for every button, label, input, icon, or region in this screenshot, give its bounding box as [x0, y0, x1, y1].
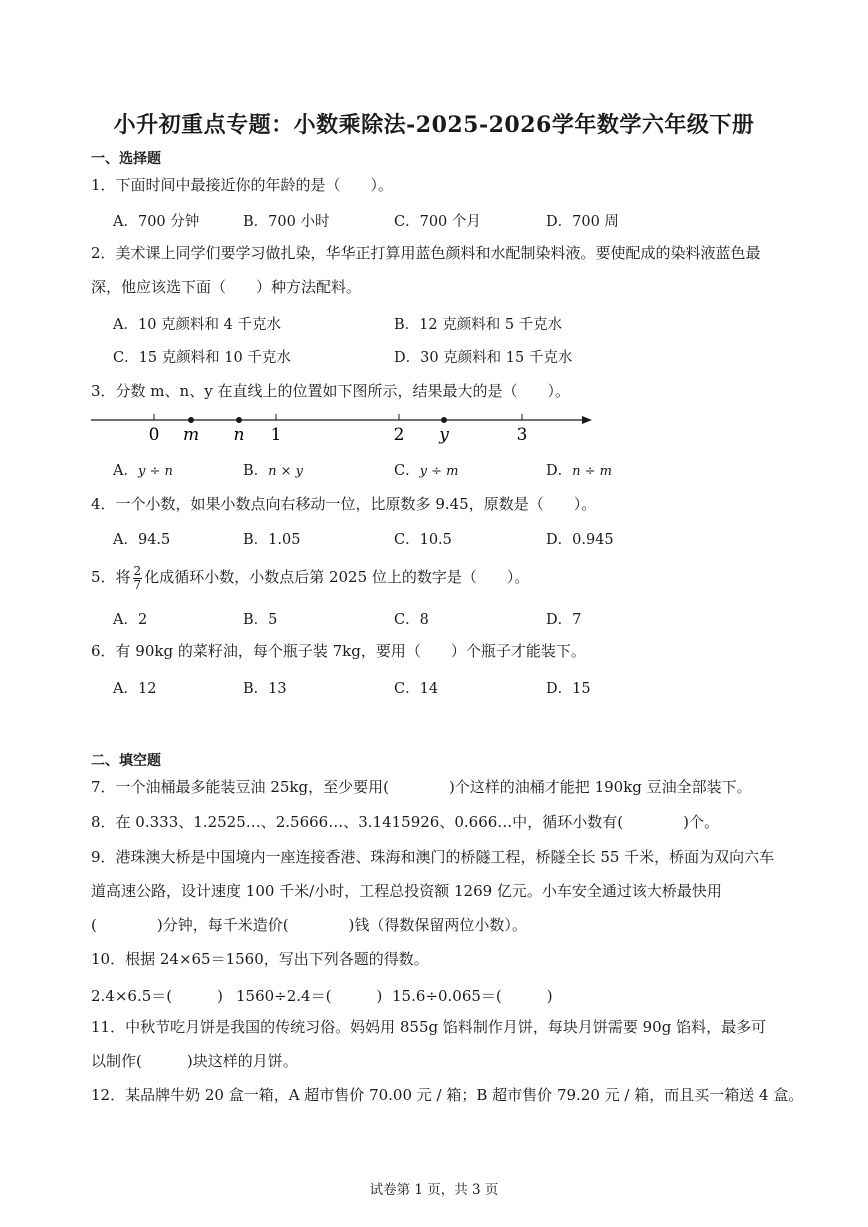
question-5 — [91, 560, 791, 594]
page-title: 小升初重点专题：小数乘除法-2025-2026学年数学六年级下册 — [113, 112, 755, 138]
number-line-figure — [88, 405, 598, 447]
tick-label-3: 3 — [516, 425, 528, 445]
q2-option-a: A．10 克颜料和 4 千克水 — [113, 317, 281, 333]
fraction-denominator: 7 — [133, 577, 142, 592]
page-footer: 试卷第 1 页，共 3 页 — [369, 1182, 499, 1198]
section-heading-fill: 二、填空题 — [91, 753, 161, 769]
question-12: 12．某品牌牛奶 20 盒一箱，A 超市售价 70.00 元 / 箱；B 超市售价 79.20 元 / 箱，而且买一箱送 4 盒。 — [91, 1086, 804, 1104]
option-expression: y ÷ n — [137, 464, 173, 479]
q1-option-c: C．700 个月 — [394, 214, 481, 230]
q1-option-d: D．700 周 — [546, 214, 619, 230]
point-y — [441, 417, 447, 423]
q5-option-d: D．7 — [546, 612, 582, 628]
q5-option-a: A．2 — [113, 612, 148, 628]
q3-option-b — [243, 459, 303, 480]
point-label-n: n — [233, 425, 245, 445]
q5-suffix: 化成循环小数，小数点后第 2025 位上的数字是（ ）。 — [144, 568, 530, 586]
q3-option-d — [546, 459, 612, 480]
section-heading-choice: 一、选择题 — [91, 151, 161, 167]
question-1: 1．下面时间中最接近你的年龄的是（ ）。 — [91, 176, 394, 194]
question-9: 9．港珠澳大桥是中国境内一座连接香港、珠海和澳门的桥隧工程，桥隧全长 55 千米，桥面为双向六车道高速公路，设计速度 100 千米/小时，工程总投资额 1269 亿元。小车安全通过该大桥最快用( )分钟，每千米造价( )钱（得数保留两位小数）。 — [91, 848, 775, 934]
question-10: 10．根据 24×65＝1560，写出下列各题的得数。 — [91, 950, 429, 968]
option-letter: A． — [113, 463, 138, 479]
point-label-y: y — [439, 425, 449, 445]
q5-option-c: C．8 — [394, 612, 429, 628]
option-letter: D． — [546, 463, 573, 479]
q10-item-2: 1560÷2.4＝( ) — [236, 987, 383, 1005]
q4-option-a: A．94.5 — [113, 532, 171, 548]
q4-option-c: C．10.5 — [394, 532, 452, 548]
point-m — [188, 417, 194, 423]
question-11: 11．中秋节吃月饼是我国的传统习俗。妈妈用 855g 馅料制作月饼，每块月饼需要 90g 馅料，最多可以制作( )块这样的月饼。 — [91, 1018, 767, 1070]
q6-option-d: D．15 — [546, 681, 591, 697]
question-4: 4．一个小数，如果小数点向右移动一位，比原数多 9.45，原数是（ ）。 — [91, 495, 597, 513]
option-letter: C． — [394, 463, 420, 479]
option-expression: n ÷ m — [572, 464, 612, 479]
q5-prefix: 5．将 — [91, 568, 131, 586]
q2-option-c: C．15 克颜料和 10 千克水 — [113, 350, 291, 366]
q1-option-b: B．700 小时 — [243, 214, 330, 230]
tick-label-1: 1 — [270, 425, 282, 445]
q6-option-b: B．13 — [243, 681, 287, 697]
q4-option-d: D．0.945 — [546, 532, 614, 548]
q2-option-b: B．12 克颜料和 5 千克水 — [394, 317, 563, 333]
fraction-numerator: 2 — [133, 563, 142, 578]
question-6: 6．有 90kg 的菜籽油，每个瓶子装 7kg，要用（ ）个瓶子才能装下。 — [91, 642, 586, 660]
q6-option-c: C．14 — [394, 681, 439, 697]
q1-option-a: A．700 分钟 — [113, 214, 200, 230]
question-2: 2．美术课上同学们要学习做扎染，华华正打算用蓝色颜料和水配制染料液。要使配成的染料液蓝色最深，他应该选下面（ ）种方法配料。 — [91, 244, 761, 296]
q10-item-3: 15.6÷0.065＝( ) — [392, 987, 553, 1005]
q2-option-d: D．30 克颜料和 15 千克水 — [394, 350, 573, 366]
q6-option-a: A．12 — [113, 681, 157, 697]
question-3: 3．分数 m、n、y 在直线上的位置如下图所示，结果最大的是（ ）。 — [91, 382, 570, 400]
number-line-arrow-icon — [582, 416, 592, 424]
question-7: 7．一个油桶最多能装豆油 25kg，至少要用( )个这样的油桶才能把 190kg 豆油全部装下。 — [91, 778, 752, 796]
option-expression: n × y — [268, 464, 304, 479]
option-letter: B． — [243, 463, 269, 479]
question-8: 8．在 0.333、1.2525…、2.5666…、3.1415926、0.666…中，循环小数有( )个。 — [91, 813, 719, 831]
q3-option-a — [113, 459, 173, 480]
q10-item-1: 2.4×6.5＝( ) — [91, 987, 223, 1005]
q5-option-b: B．5 — [243, 612, 278, 628]
point-label-m: m — [182, 425, 200, 445]
q4-option-b: B．1.05 — [243, 532, 301, 548]
option-expression: y ÷ m — [419, 464, 459, 479]
point-n — [236, 417, 242, 423]
q3-option-c — [394, 459, 458, 480]
fraction — [133, 565, 143, 592]
tick-label-0: 0 — [148, 425, 160, 445]
tick-label-2: 2 — [393, 425, 405, 445]
